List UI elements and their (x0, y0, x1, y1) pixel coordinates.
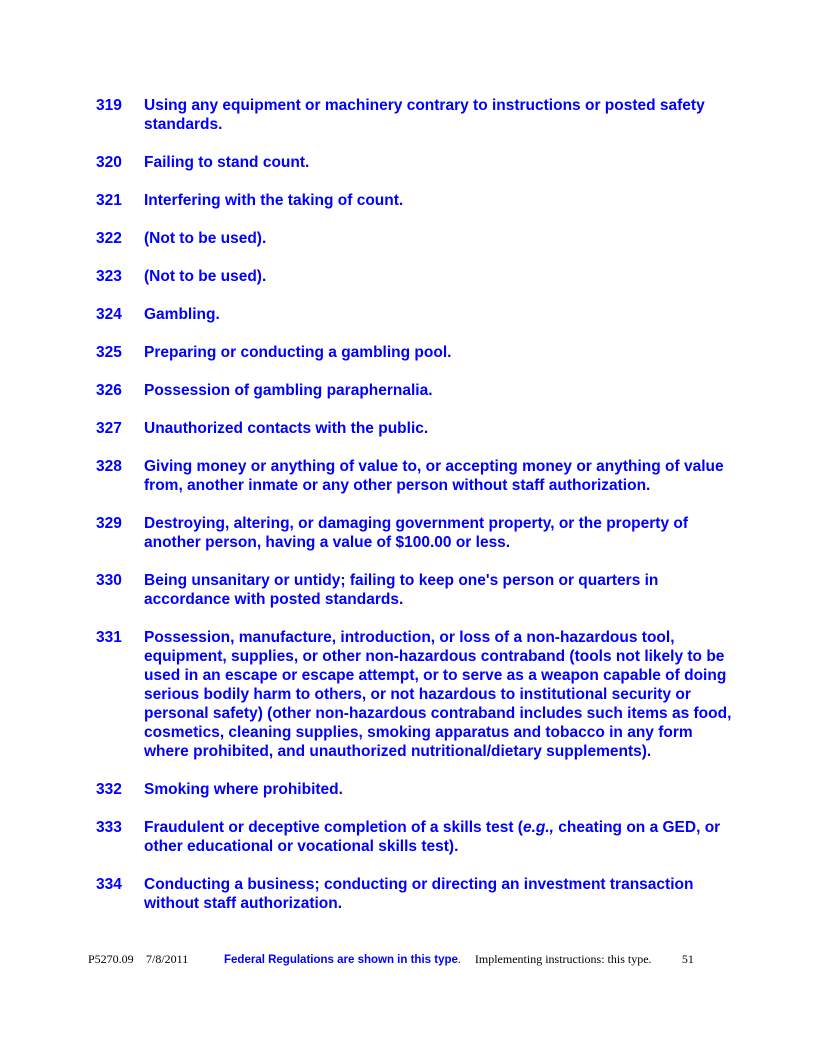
item-number: 329 (96, 515, 122, 532)
document-date: 7/8/2011 (146, 952, 189, 966)
list-item (96, 343, 736, 362)
list-item (96, 381, 736, 400)
item-text: Being unsanitary or untidy; failing to keep one's person or quarters in accordance with posted standards. (144, 572, 659, 608)
page-number: 51 (681, 952, 694, 966)
implementing-instructions-note: Implementing instructions: this type. (474, 952, 652, 966)
item-text: Destroying, altering, or damaging government property, or the property of another person, having a value of $100.00 or less. (144, 515, 688, 551)
item-text: Possession of gambling paraphernalia. (144, 382, 433, 399)
list-item (96, 457, 736, 495)
item-number: 333 (96, 819, 122, 836)
item-text: Smoking where prohibited. (144, 781, 343, 798)
item-number: 331 (96, 629, 122, 646)
item-text: Gambling. (144, 306, 220, 323)
item-number: 320 (96, 154, 122, 171)
item-text: Giving money or anything of value to, or accepting money or anything of value from, another inmate or any other person without staff authorization. (144, 458, 724, 494)
footer-period: . (457, 952, 461, 966)
item-number: 334 (96, 876, 122, 893)
item-text-emphasis: e.g., (522, 819, 554, 836)
item-text: Interfering with the taking of count. (144, 192, 404, 209)
item-text: Using any equipment or machinery contrary to instructions or posted safety standards. (144, 97, 705, 133)
list-item (96, 96, 736, 134)
federal-regulations-note: Federal Regulations are shown in this type (224, 954, 458, 966)
item-text: Possession, manufacture, introduction, or loss of a non-hazardous tool, equipment, supplies, or other non-hazardous contraband (tools not likely to be used in an escape or escape attempt, or to serve as a weapon capable of doing serious bodily harm to others, or not hazardous to institutional security or personal safety) (other non-hazardous contraband includes such items as food, cosmetics, cleaning supplies, smoking apparatus and tobacco in any form where prohibited, and unauthorized nutritional/dietary supplements). (144, 629, 732, 760)
prohibited-acts-list (96, 96, 736, 932)
list-item (96, 514, 736, 552)
item-number: 327 (96, 420, 122, 437)
item-number: 328 (96, 458, 122, 475)
list-item (96, 780, 736, 799)
item-text: Preparing or conducting a gambling pool. (144, 344, 452, 361)
item-number: 321 (96, 192, 122, 209)
list-item (96, 818, 736, 856)
item-number: 325 (96, 344, 122, 361)
item-text-end: cheating on a GED, or other educational or vocational skills test). (144, 819, 721, 855)
item-number: 326 (96, 382, 122, 399)
list-item (96, 153, 736, 172)
item-number: 319 (96, 97, 122, 114)
item-number: 323 (96, 268, 122, 285)
list-item (96, 419, 736, 438)
list-item (96, 305, 736, 324)
list-item (96, 571, 736, 609)
item-text: (Not to be used). (144, 268, 267, 285)
document-code: P5270.09 (88, 952, 134, 966)
item-text: (Not to be used). (144, 230, 267, 247)
item-number: 324 (96, 306, 122, 323)
list-item (96, 628, 736, 761)
page-footer (88, 952, 728, 967)
item-text: Conducting a business; conducting or directing an investment transaction without staff authorization. (144, 876, 694, 912)
item-text: Unauthorized contacts with the public. (144, 420, 429, 437)
list-item (96, 229, 736, 248)
list-item (96, 267, 736, 286)
item-number: 322 (96, 230, 122, 247)
item-text: Failing to stand count. (144, 154, 310, 171)
list-item (96, 875, 736, 913)
item-text (144, 818, 736, 856)
item-number: 330 (96, 572, 122, 589)
item-number: 332 (96, 781, 122, 798)
list-item (96, 191, 736, 210)
item-text-start: Fraudulent or deceptive completion of a skills test ( (144, 819, 523, 836)
